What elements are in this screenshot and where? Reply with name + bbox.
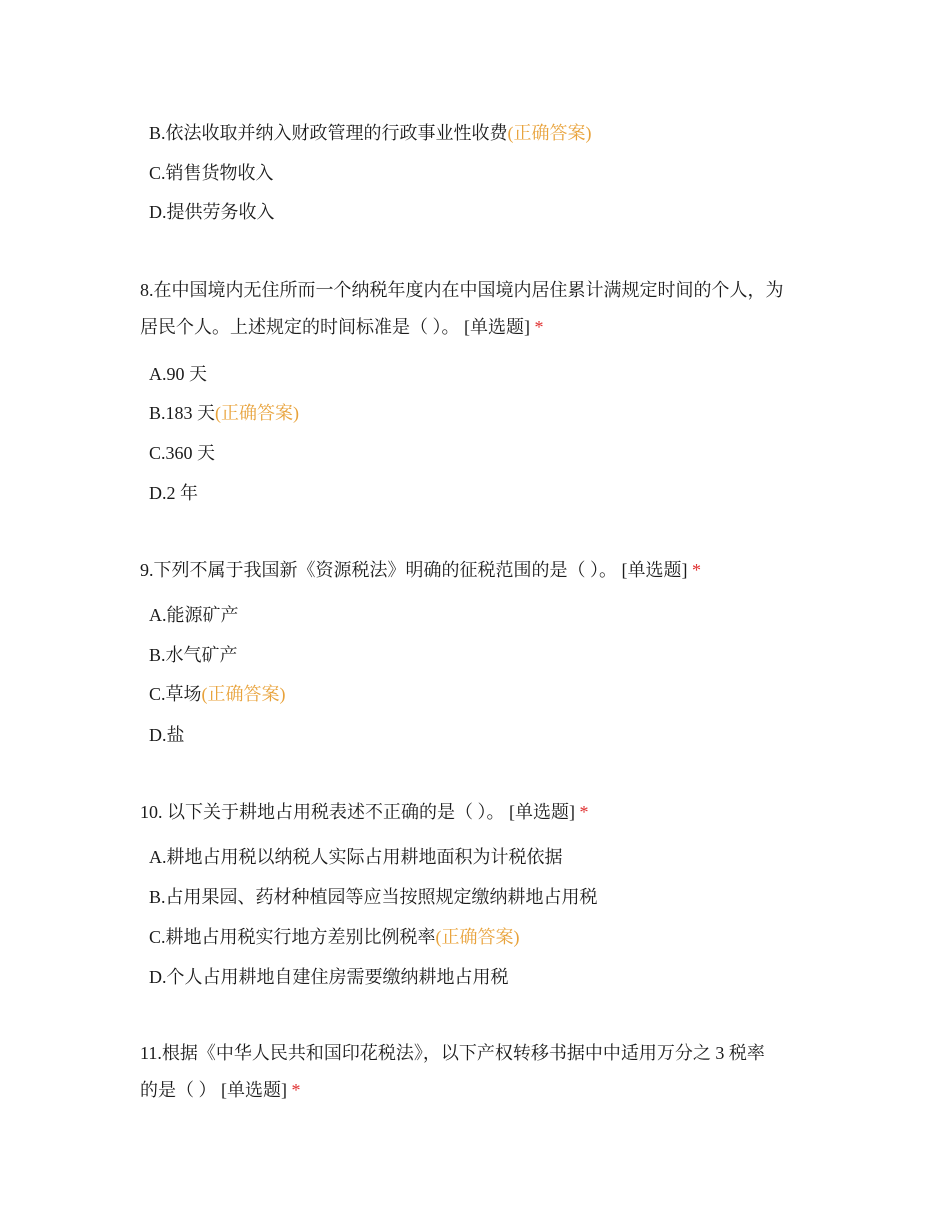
question-11-title-cont: 的是（ ） [单选题] * xyxy=(140,1080,301,1100)
option-item: B.水气矿产 xyxy=(149,645,238,665)
option-item: D.个人占用耕地自建住房需要缴纳耕地占用税 xyxy=(149,967,509,987)
required-mark: * xyxy=(579,802,589,822)
option-item: B.183 天(正确答案) xyxy=(149,403,300,423)
required-mark: * xyxy=(692,560,701,580)
question-10-title: 10. 以下关于耕地占用税表述不正确的是（ ）。 [单选题] * xyxy=(140,802,589,822)
option-item: A.耕地占用税以纳税人实际占用耕地面积为计税依据 xyxy=(149,847,563,867)
correct-answer-marker: (正确答案) xyxy=(507,123,592,143)
question-8-title: 8.在中国境内无住所而一个纳税年度内在中国境内居住累计满规定时间的个人，为 xyxy=(140,280,784,300)
option-item: D.盐 xyxy=(149,725,185,745)
question-type-tag: [单选题] xyxy=(221,1080,287,1100)
option-item: B.占用果园、药材种植园等应当按照规定缴纳耕地占用税 xyxy=(149,887,598,907)
correct-answer-marker: (正确答案) xyxy=(215,403,300,423)
option-item xyxy=(149,121,592,145)
question-type-tag: [单选题] xyxy=(464,317,530,337)
option-text: C.销售货物收入 xyxy=(149,163,274,183)
option-item xyxy=(149,200,275,224)
option-text: D.提供劳务收入 xyxy=(149,202,275,222)
question-type-tag: [单选题] xyxy=(509,802,575,822)
option-item: A.能源矿产 xyxy=(149,605,239,625)
question-9-title: 9.下列不属于我国新《资源税法》明确的征税范围的是（ ）。 [单选题] * xyxy=(140,560,701,580)
option-item: C.草场(正确答案) xyxy=(149,684,286,704)
question-8-title-cont: 居民个人。上述规定的时间标准是（ ）。 [单选题] * xyxy=(140,317,544,337)
option-item: D.2 年 xyxy=(149,483,198,503)
required-mark: * xyxy=(291,1080,301,1100)
question-11-title: 11.根据《中华人民共和国印花税法》，以下产权转移书据中中适用万分之 3 税率 xyxy=(140,1043,765,1063)
question-type-tag: [单选题] xyxy=(621,560,688,580)
option-item: C.360 天 xyxy=(149,443,216,463)
correct-answer-marker: (正确答案) xyxy=(435,927,520,947)
option-text: B.依法收取并纳入财政管理的行政事业性收费 xyxy=(149,123,508,143)
correct-answer-marker: (正确答案) xyxy=(201,684,286,704)
required-mark: * xyxy=(534,317,544,337)
option-item xyxy=(149,161,274,185)
option-item: C.耕地占用税实行地方差别比例税率(正确答案) xyxy=(149,927,520,947)
option-item: A.90 天 xyxy=(149,364,207,384)
